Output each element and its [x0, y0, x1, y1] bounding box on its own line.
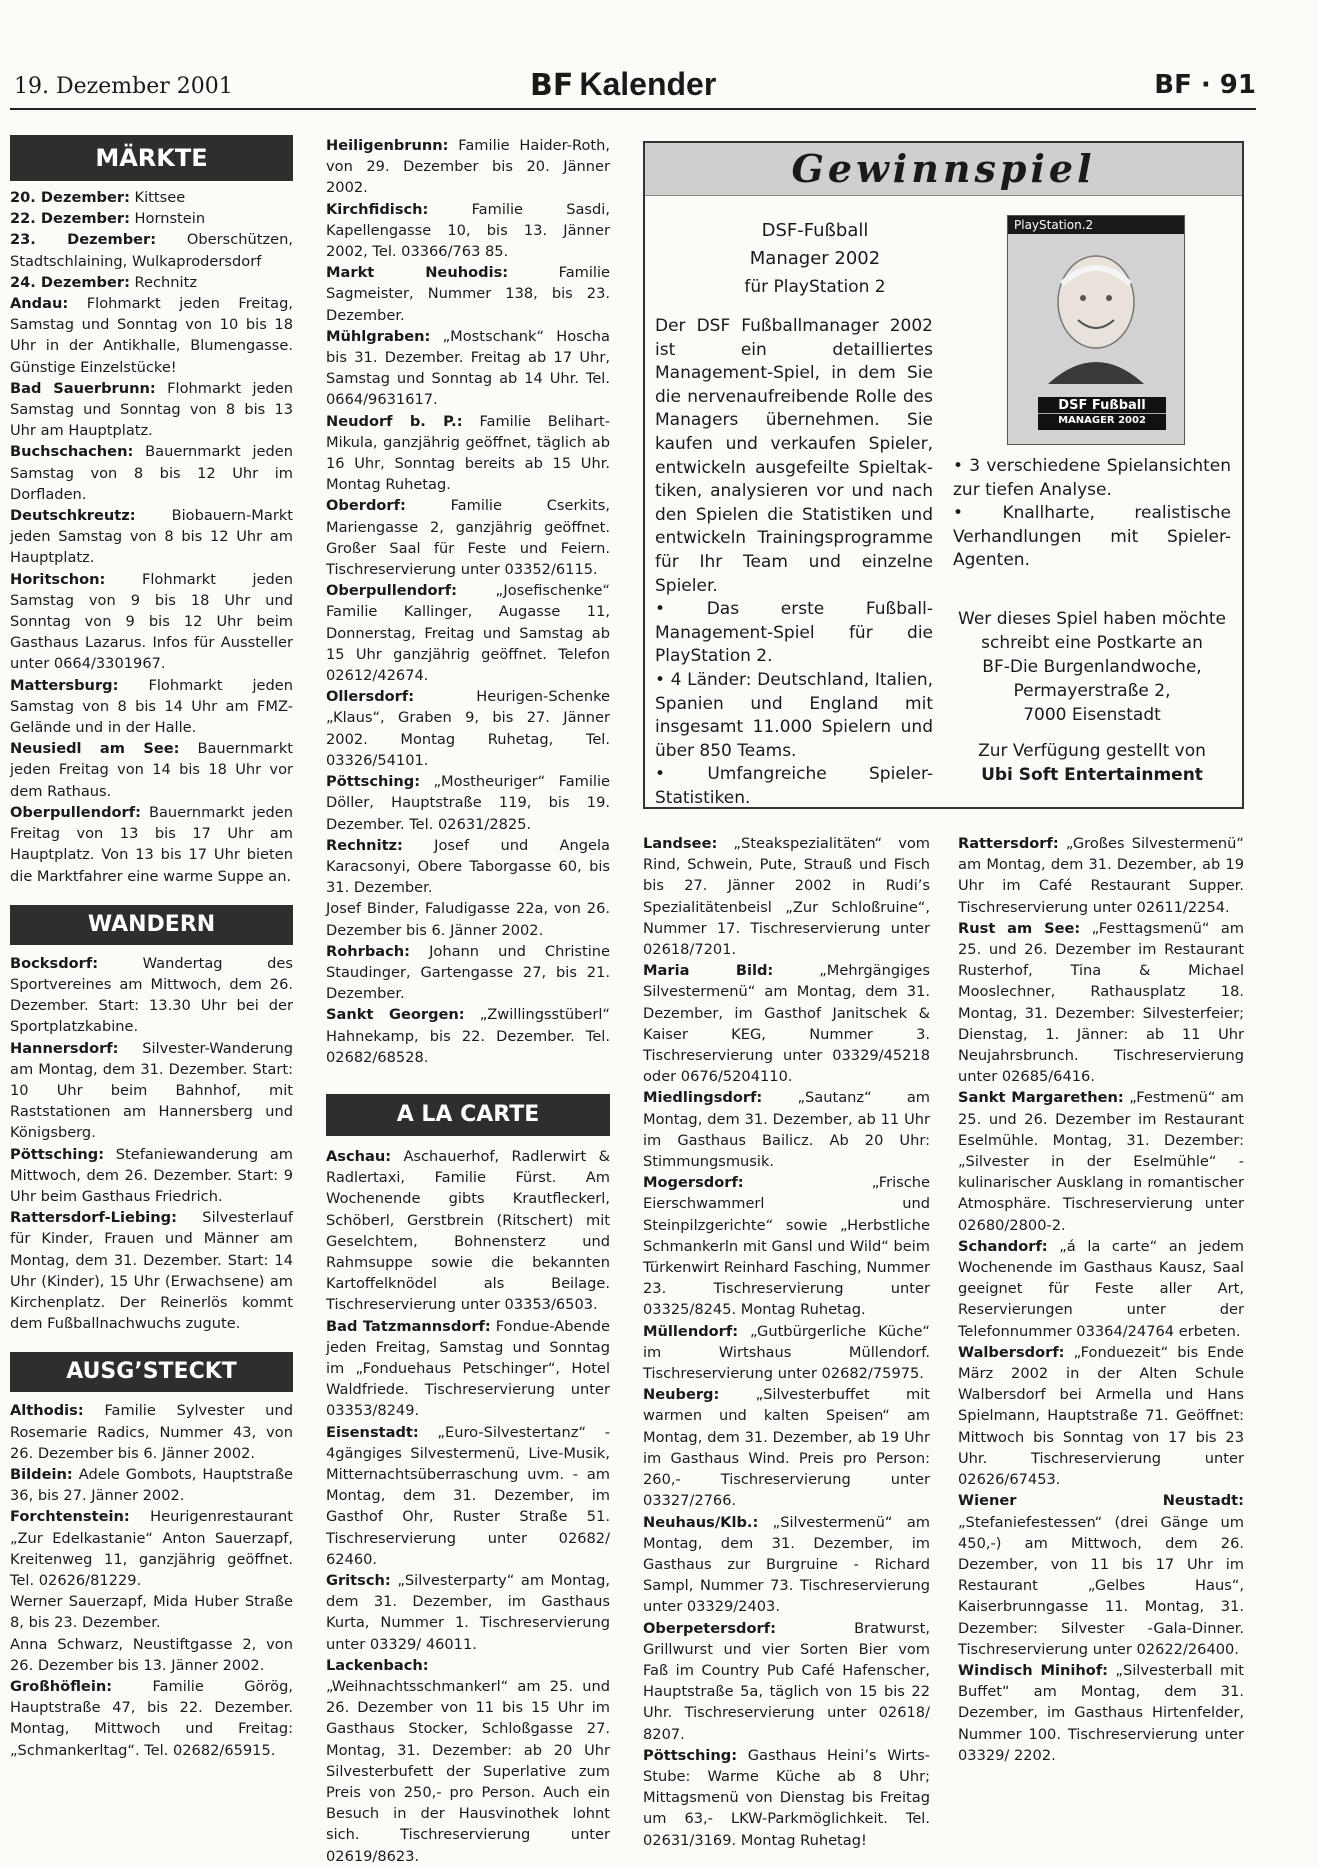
- portrait-icon: [1038, 244, 1154, 384]
- product-platform: für PlayStation 2: [744, 277, 886, 297]
- listing-text: Silvesterlauf für Kinder, Frauen und Männer am Montag, dem 31. Dezember. Start: 14 Uhr (Kinder), 15 Uhr (Erwachsene) am Kirchenplatz. Der Reinerlös kommt dem Fußballnachwuchs zugute.: [10, 1209, 293, 1333]
- listing-text: Familie Sylvester und Rosemarie Radics, Nummer 43, von 26. Dezember bis 6. Jänner 2002.: [10, 1402, 293, 1462]
- listing-place: Forchtenstein:: [10, 1508, 130, 1526]
- listing-text: „Weihnachtsschmankerl“ am 25. und 26. Dezember von 11 bis 15 Uhr im Gasthaus Stocker, Schloßgasse 27. Montag, 31. Dezember: ab 20 Uhr Silvesterbufett der Superlative zum Preis von 250,- pro Person. Auch ein Besuch in der Hausvinothek lohnt sich. Tischreservierung unter 02619/8623.: [326, 1678, 610, 1865]
- contact-address: Wer dieses Spiel haben möchte schreibt eine Postkarte an BF-Die Burgenlandwoche, Permayerstraße 2, 7000 Eisenstadt Zur Verfügung gestellt von Ubi Soft Entertainment: [953, 607, 1231, 787]
- listing-text: Aschauerhof, Radlerwirt & Radlertaxi, Familie Fürst. Am Wochenende gibts Krautfleckerl, Schöberl, Gerstbrein (Ritschert) mit Geselchtem, Bohnensterz und Rahmsuppe sowie die bekannten Kartoffelknödel als Beilage. Tischreservierung unter 03353/6503.: [326, 1147, 610, 1314]
- listing-text: Familie Görög, Hauptstraße 47, bis 22. Dezember. Montag, Mittwoch und Freitag: „Schmankerltag“. Tel. 02682/65915.: [10, 1678, 293, 1759]
- listing-text: Flohmarkt jeden Freitag, Samstag und Sonntag von 10 bis 18 Uhr in der Antikhalle, Blumengasse. Günstige Einzelstücke!: [10, 295, 293, 376]
- listing-entry: [958, 1236, 1244, 1342]
- listing-entry: [10, 1591, 293, 1633]
- listing-entry: [10, 1400, 293, 1464]
- listing-place: Horitschon:: [10, 570, 106, 588]
- listing-entry: [10, 802, 293, 887]
- listing-place: Bad Sauerbrunn:: [10, 379, 156, 397]
- listing-entry: [10, 293, 293, 378]
- listing-place: Rattersdorf-Liebing:: [10, 1209, 177, 1227]
- description-text: Der DSF Fußballmanager 2002 ist ein detailliertes Management-Spiel, in dem Sie die nervenaufreibende Rolle des Managers übernehmen. Sie kaufen und verkaufen Spieler, entwickeln ausgefeilte Spieltak-tiken, analysieren vor und nach den Spielen die Statistiken und entwickeln Trainingsprogramme für Ihr Team und einzelne Spieler.: [655, 316, 933, 596]
- listing-entry: [643, 1745, 930, 1851]
- listing-entry: [326, 411, 610, 496]
- page-number: BF · 91: [1154, 70, 1256, 100]
- listing-text: Fondue-Abende jeden Freitag, Samstag und Sonntag im „Fonduehaus Petschinger“, Hotel Waldfriede. Tischreservierung unter 03353/8249.: [326, 1317, 610, 1420]
- listing-entry: [326, 1422, 610, 1570]
- listing-text: „Festmenü“ am 25. und 26. Dezember im Restaurant Eselmühle. Montag, 31. Dezember: „Silvester in der Eselmühle“ - kulinarischer Ausklang in romantischer Atmosphäre. Tischreservierung unter 02680/2800-2.: [958, 1089, 1244, 1234]
- bullet-3: • Umfangreiche Spieler-Statistiken.: [655, 764, 933, 808]
- ausgsteckt-list: [10, 1400, 293, 1760]
- listing-text: Heurigen-Schenke „Klaus“, Graben 9, bis 27. Jänner 2002. Montag Ruhetag, Tel. 03326/54101.: [326, 688, 610, 769]
- listing-place: Neuberg:: [643, 1386, 720, 1404]
- listing-entry: [643, 1512, 930, 1618]
- ausgsteckt-continued-list: [326, 135, 610, 1068]
- product-line-1: DSF-Fußball: [761, 220, 869, 241]
- listing-text: Wandertag des Sportvereines am Mittwoch, dem 26. Dezember. Start: 13.30 Uhr bei der Sportplatzkabine.: [10, 954, 293, 1036]
- listing-place: Eisenstadt:: [326, 1423, 419, 1441]
- listing-place: Mogersdorf:: [643, 1174, 744, 1192]
- listing-place: Müllendorf:: [643, 1322, 739, 1340]
- gewinnspiel-heading: Gewinnspiel: [645, 143, 1242, 196]
- listing-place: Maria Bild:: [643, 962, 774, 980]
- listing-entry: [10, 208, 293, 229]
- bf-logo: BF: [530, 68, 574, 103]
- listing-entry: [643, 1321, 930, 1385]
- listing-text: Stefaniewanderung am Mittwoch, dem 26. Dezember. Start: 9 Uhr beim Gasthaus Friedrich.: [10, 1145, 293, 1205]
- playstation-logo: PlayStation.2: [1008, 216, 1184, 234]
- listing-text: Silvester-Wanderung am Montag, dem 31. Dezember. Start: 10 Uhr beim Bahnhof, mit Raststationen am Hannersberg und Königsberg.: [10, 1039, 293, 1142]
- listing-text: Bauernmarkt jeden Freitag von 14 bis 18 Uhr vor dem Rathaus.: [10, 740, 293, 800]
- listing-entry: [643, 960, 930, 1087]
- listing-text: „Mostschank“ Hoscha bis 31. Dezember. Freitag ab 17 Uhr, Samstag und Sonntag ab 14 Uhr. Tel. 0664/9631617.: [326, 327, 610, 409]
- listing-place: Rattersdorf:: [958, 835, 1059, 852]
- listing-text: „Frische Eierschwammerl und Steinpilzgerichte“ sowie „Herbstliche Schmankerln mit Gansl und Wild“ beim Türkenwirt Reinhard Fasching, Nummer 23. Tischreservierung unter 03325/8245. Montag Ruhetag.: [643, 1174, 930, 1319]
- listing-entry: [958, 918, 1244, 1088]
- listing-text: „Josefischenke“ Familie Kallinger, Augasse 11, Donnerstag, Freitag und Samstag ab 15 Uhr ganzjährig geöffnet. Telefon 02612/42674.: [326, 582, 610, 685]
- listing-place: Pöttsching:: [326, 773, 421, 791]
- listing-entry: [958, 1660, 1244, 1766]
- gewinnspiel-description: [655, 315, 933, 810]
- listing-place: Windisch Minihof:: [958, 1661, 1109, 1679]
- listing-place: Kirchfidisch:: [326, 200, 429, 218]
- listing-text: Rechnitz: [129, 273, 197, 291]
- bullet-1: • Das erste Fußball-Management-Spiel für die PlayStation 2.: [655, 599, 933, 667]
- listing-entry: [10, 229, 293, 271]
- listing-entry: [10, 1676, 293, 1761]
- listing-entry: [326, 1004, 610, 1068]
- listing-place: Schandorf:: [958, 1237, 1048, 1255]
- listing-place: Sankt Georgen:: [326, 1006, 465, 1024]
- listing-text: Biobauern-Markt jeden Samstag von 8 bis 12 Uhr am Hauptplatz.: [10, 507, 293, 567]
- listing-place: Heiligenbrunn:: [326, 137, 449, 154]
- sponsor-label: Zur Verfügung gestellt von: [978, 741, 1206, 761]
- listing-entry: [10, 675, 293, 739]
- game-cover-image: [1007, 215, 1185, 445]
- listing-text: „Gutbürgerliche Küche“ im Wirtshaus Müllendorf. Tischreservierung unter 02682/75975.: [643, 1322, 930, 1383]
- listing-text: „Steakspezialitäten“ vom Rind, Schwein, Pute, Strauß und Fisch bis 27. Jänner 2002 in Rudi’s Spezialitätenbeisl „Zur Schloßruine“, Nummer 17. Tischreservierung unter 02618/7201.: [643, 835, 930, 959]
- listing-place: Ollersdorf:: [326, 688, 415, 706]
- listing-place: Walbersdorf:: [958, 1343, 1065, 1361]
- cover-brand: DSF Fußball MANAGER 2002: [1038, 397, 1166, 430]
- listing-text: Familie Belihart-Mikula, ganzjährig geöffnet, täglich ab 16 Uhr, Sonntag bereits ab 15 Uhr. Montag Ruhetag.: [326, 412, 610, 494]
- listing-entry: [10, 738, 293, 802]
- listing-place: Althodis:: [10, 1402, 84, 1420]
- listing-text: Werner Sauerzapf, Mida Huber Straße 8, bis 23. Dezember.: [10, 1593, 293, 1632]
- listing-entry: [10, 1207, 293, 1334]
- listing-place: Andau:: [10, 295, 69, 313]
- listing-place: Oberdorf:: [326, 497, 406, 515]
- listing-text: „Fonduezeit“ bis Ende März 2002 in der Alten Schule Walbersdorf bei Armella und Hans Spielmann, Hauptstraße 71. Geöffnet: Mittwoch bis Sonntag von 17 bis 23 Uhr. Tischreservierung unter 02626/67453.: [958, 1343, 1244, 1489]
- listing-entry: [326, 495, 610, 580]
- alacarte-continued-list: [643, 833, 930, 1851]
- column-4: [958, 833, 1244, 1766]
- listing-text: „Festtagsmenü“ am 25. und 26. Dezember im Restaurant Rusterhof, Tina & Michael Mooslechner, Rathausplatz 18. Montag, 31. Dezember: Silvesterfeier; Dienstag, 1. Jänner: ab 11 Uhr Neujahrsbrunch. Tischreservierung unter 02685/6416.: [958, 919, 1244, 1086]
- listing-entry: [326, 1316, 610, 1422]
- listing-place: Sankt Margarethen:: [958, 1089, 1124, 1107]
- column-2: [326, 135, 610, 1867]
- listing-place: Bad Tatzmannsdorf:: [326, 1317, 491, 1335]
- listing-place: Oberpullendorf:: [326, 582, 457, 600]
- listing-place: Neudorf b. P.:: [326, 412, 463, 430]
- listing-place: Wiener Neustadt:: [958, 1492, 1244, 1510]
- listing-text: „Silvestermenü“ am Montag, dem 31. Dezember, im Gasthaus zur Burgruine - Richard Sampl, Nummer 73. Tischreservierung unter 03329/2403.: [643, 1513, 930, 1616]
- listing-place: 20. Dezember:: [10, 189, 130, 206]
- listing-entry: [958, 1342, 1244, 1490]
- listing-place: Rechnitz:: [326, 836, 403, 854]
- listing-entry: [10, 272, 293, 293]
- listing-entry: [326, 941, 610, 1005]
- listing-entry: [326, 1655, 610, 1867]
- section-title: BF Kalender: [530, 66, 717, 103]
- listing-text: „Großes Silvestermenü“ am Montag, dem 31. Dezember, ab 19 Uhr im Café Restaurant Supper. Tischreservierung unter 02611/2254.: [958, 835, 1244, 916]
- listing-text: Kittsee: [129, 189, 186, 206]
- bullet-5: • Knallharte, realistische Verhandlungen mit Spieler-Agenten.: [953, 503, 1231, 571]
- column-1: [10, 135, 293, 1761]
- listing-place: Buchschachen:: [10, 443, 134, 461]
- listing-place: Aschau:: [326, 1147, 392, 1165]
- listing-entry: [10, 569, 293, 675]
- listing-text: „Silvesterbuffet mit warmen und kalten Speisen“ am Montag, dem 31. Dezember, ab 19 Uhr im Gasthaus Wind. Preis pro Person: 260,- Tischreservierung unter 03327/2766.: [643, 1386, 930, 1510]
- listing-entry: [326, 199, 610, 263]
- product-line-2: Manager 2002: [749, 248, 881, 269]
- listing-text: Josef und Angela Karacsonyi, Obere Taborgasse 60, bis 31. Dezember.: [326, 836, 610, 897]
- listing-entry: [643, 1618, 930, 1745]
- gewinnspiel-features: [953, 455, 1231, 573]
- listing-place: Mattersburg:: [10, 676, 119, 694]
- listing-place: Großhöflein:: [10, 1678, 113, 1695]
- listing-entry: [643, 1384, 930, 1511]
- listing-text: Gasthaus Heini’s Wirts-Stube: Warme Küche ab 8 Uhr; Mittagsmenü von Dienstag bis Freitag um 63,- LKW-Parkmöglichkeit. Tel. 02631/3169. Montag Ruhetag!: [643, 1746, 930, 1849]
- listing-place: 22. Dezember:: [10, 210, 130, 228]
- listing-place: Markt Neuhodis:: [326, 264, 509, 282]
- listing-text: Anna Schwarz, Neustiftgasse 2, von 26. Dezember bis 13. Jänner 2002.: [10, 1635, 293, 1674]
- listing-entry: [958, 1490, 1244, 1660]
- product-title: [705, 217, 925, 301]
- sponsor-name: Ubi Soft Entertainment: [981, 765, 1203, 785]
- listing-place: Gritsch:: [326, 1572, 391, 1589]
- listing-text: „Zwillingsstüberl“ Hahnekamp, bis 22. Dezember. Tel. 02682/68528.: [326, 1006, 610, 1066]
- listing-text: Adele Gombots, Hauptstraße 36, bis 27. Jänner 2002.: [10, 1465, 293, 1505]
- bullet-2: • 4 Länder: Deutschland, Italien, Spanien und England mit insgesamt 11.000 Spielern und über 850 Teams.: [655, 669, 933, 761]
- listing-text: Familie Haider-Roth, von 29. Dezember bis 20. Jänner 2002.: [326, 137, 610, 197]
- listing-entry: [10, 1506, 293, 1591]
- listing-text: Flohmarkt jeden Samstag von 9 bis 18 Uhr und Sonntag von 9 bis 12 Uhr beim Gasthaus Lazarus. Infos für Aussteller unter 0664/3301967.: [10, 570, 293, 673]
- listing-text: „Silvesterball mit Buffet“ am Montag, dem 31. Dezember, im Gasthaus Hirtenfelder, Nummer 100. Tischreservierung unter 03329/ 2202.: [958, 1661, 1244, 1764]
- listing-place: Pöttsching:: [643, 1746, 738, 1764]
- column-3: [643, 833, 930, 1851]
- listing-text: Hornstein: [129, 210, 206, 228]
- listing-text: „Silvesterparty“ am Montag, dem 31. Dezember, im Gasthaus Kurta, Nummer 1. Tischreservierung unter 03329/ 46011.: [326, 1572, 610, 1653]
- listing-text: Familie Sagmeister, Nummer 138, bis 23. Dezember.: [326, 264, 610, 324]
- listing-place: Pöttsching:: [10, 1145, 105, 1163]
- listing-text: Familie Sasdi, Kapellengasse 10, bis 13. Jänner 2002, Tel. 03366/763 85.: [326, 200, 610, 261]
- listing-entry: [10, 953, 293, 1038]
- listing-entry: [326, 771, 610, 835]
- listing-entry: [643, 833, 930, 960]
- listing-place: Deutschkreutz:: [10, 507, 136, 525]
- listing-place: Miedlingsdorf:: [643, 1089, 763, 1107]
- listing-place: Hannersdorf:: [10, 1039, 119, 1057]
- listing-place: Bildein:: [10, 1465, 73, 1483]
- listing-entry: [958, 1087, 1244, 1235]
- listing-place: Mühlgraben:: [326, 327, 431, 345]
- listing-entry: [10, 1144, 293, 1208]
- listing-text: „Euro-Silvestertanz“ - 4gängiges Silvestermenü, Live-Musik, Mitternachtsüberraschung uvm. - am Montag, dem 31. Dezember, im Gasthof Ohr, Ruster Straße 51. Tischreservierung unter 02682/ 62460.: [326, 1423, 610, 1568]
- listing-entry: [10, 1464, 293, 1506]
- listing-text: Familie Cserkits, Mariengasse 2, ganzjährig geöffnet. Großer Saal für Feste und Feiern. Tischreservierung unter 03352/6115.: [326, 497, 610, 579]
- listing-place: Neuhaus/Klb.:: [643, 1513, 759, 1531]
- heading-wandern: WANDERN: [10, 905, 293, 945]
- listing-text: Oberschützen, Stadtschlaining, Wulkaprodersdorf: [10, 231, 294, 270]
- listing-entry: [10, 1038, 293, 1144]
- listing-entry: [326, 262, 610, 326]
- listing-place: Lackenbach:: [326, 1656, 429, 1674]
- listing-place: Oberpetersdorf:: [643, 1619, 776, 1637]
- listing-entry: [10, 441, 293, 505]
- wandern-list: [10, 953, 293, 1335]
- listing-entry: [326, 326, 610, 411]
- listing-text: Bauernmarkt jeden Samstag von 8 bis 12 Uhr im Dorfladen.: [10, 443, 293, 503]
- listing-place: Rust am See:: [958, 919, 1081, 937]
- listing-text: Flohmarkt jeden Samstag und Sonntag von 8 bis 13 Uhr am Hauptplatz.: [10, 379, 294, 440]
- gewinnspiel-box: [643, 141, 1244, 809]
- listing-text: Heurigenrestaurant „Zur Edelkastanie“ Anton Sauerzapf, Kreitenweg 11, ganzjährig geöffnet. Tel. 02626/81229.: [10, 1508, 293, 1589]
- maerkte-list: [10, 187, 293, 887]
- listing-text: „Mostheuriger“ Familie Döller, Hauptstraße 119, bis 19. Dezember. Tel. 02631/2825.: [326, 773, 610, 833]
- listing-entry: [10, 187, 293, 208]
- listing-entry: [10, 378, 293, 442]
- listing-entry: [10, 505, 293, 569]
- listing-place: Bocksdorf:: [10, 954, 99, 972]
- listing-text: „Stefaniefestessen“ (drei Gänge um 450,-) am Mittwoch, dem 26. Dezember, von 11 bis 17 Uhr im Restaurant „Gelbes Haus“, Kaiserbrunngasse 11. Montag, 31. Dezember: Silvester -Gala-Dinner. Tischreservierung unter 02622/26400.: [958, 1513, 1244, 1658]
- listing-entry: [326, 835, 610, 899]
- listing-entry: [326, 898, 610, 940]
- listing-entry: [326, 1146, 610, 1316]
- listing-text: Josef Binder, Faludigasse 22a, von 26. Dezember bis 6. Jänner 2002.: [326, 900, 610, 939]
- heading-maerkte: MÄRKTE: [10, 135, 293, 181]
- alacarte-list: [326, 1146, 610, 1867]
- heading-ausgsteckt: AUSG’STECKT: [10, 1352, 293, 1392]
- listing-entry: [643, 1172, 930, 1320]
- listing-entry: [326, 1570, 610, 1655]
- listing-place: Oberpullendorf:: [10, 803, 141, 821]
- listing-entry: [326, 580, 610, 686]
- alacarte-continued-list-2: [958, 833, 1244, 1766]
- listing-entry: [326, 135, 610, 199]
- listing-text: Bratwurst, Grillwurst und vier Sorten Bier vom Faß im Country Pub Café Hafenscher, Hauptstraße 5a, täglich von 15 bis 22 Uhr. Tischreservierung unter 02618/ 8207.: [643, 1619, 930, 1743]
- page-header: [10, 60, 1256, 110]
- issue-date: 19. Dezember 2001: [14, 74, 233, 99]
- listing-place: Landsee:: [643, 835, 718, 852]
- heading-alacarte: A LA CARTE: [326, 1094, 610, 1136]
- listing-text: Bauernmarkt jeden Freitag von 13 bis 17 Uhr am Hauptplatz. Von 13 bis 17 Uhr bieten die Marktfahrer eine warme Suppe an.: [10, 803, 293, 885]
- listing-text: „Sautanz“ am Montag, dem 31. Dezember, ab 11 Uhr im Gasthaus Bailicz. Ab 20 Uhr: Stimmungsmusik.: [643, 1089, 930, 1171]
- listing-text: Flohmarkt jeden Samstag von 8 bis 14 Uhr am FMZ-Gelände und in der Halle.: [10, 676, 293, 737]
- listing-text: „á la carte“ an jedem Wochenende im Gasthaus Kausz, Saal geeignet für Feste aller Art, Reservierungen unter der Telefonnummer 03364/24764 erbeten.: [958, 1237, 1244, 1340]
- bullet-4: • 3 verschiedene Spielansichten zur tiefen Analyse.: [953, 456, 1231, 500]
- listing-place: Rohrbach:: [326, 942, 411, 960]
- listing-entry: [326, 686, 610, 771]
- listing-place: 23. Dezember:: [10, 231, 157, 249]
- listing-text: „Mehrgängiges Silvestermenü“ am Montag, dem 31. Dezember, im Gasthof Janitschek & Kaiser KEG, Nummer 3. Tischreservierung unter 03329/45218 oder 0676/5204110.: [643, 962, 930, 1086]
- listing-entry: [643, 1087, 930, 1172]
- listing-entry: [10, 1634, 293, 1676]
- listing-place: 24. Dezember:: [10, 273, 130, 291]
- listing-place: Neusiedl am See:: [10, 740, 180, 758]
- listing-entry: [958, 833, 1244, 918]
- listing-text: Johann und Christine Staudinger, Gartengasse 27, bis 21. Dezember.: [326, 942, 610, 1003]
